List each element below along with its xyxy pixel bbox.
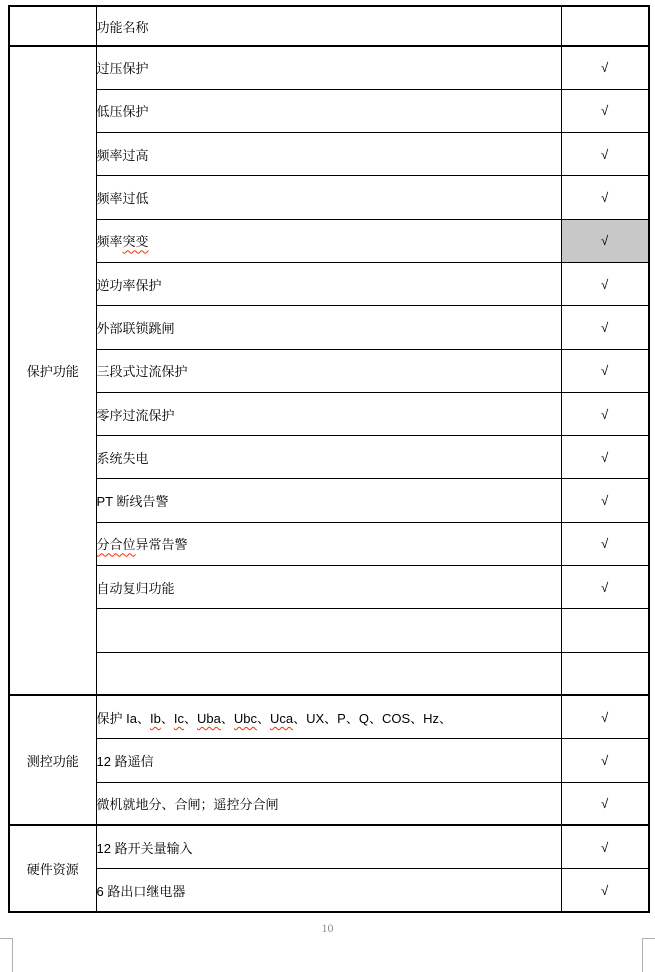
- function-text: 微机就地分、合闸；遥控分合闸: [96, 796, 279, 812]
- check-cell[interactable]: [561, 479, 649, 522]
- check-cell[interactable]: [561, 46, 649, 89]
- check-cell[interactable]: [561, 869, 649, 912]
- check-cell[interactable]: [561, 825, 649, 868]
- function-text: 异常告警: [135, 537, 188, 553]
- check-mark: √: [601, 839, 609, 855]
- function-text: 三段式过流保护: [96, 364, 188, 380]
- function-text: 外部联锁跳闸: [96, 320, 175, 336]
- table-row: [9, 479, 649, 522]
- function-table-body: [9, 6, 649, 912]
- function-text-misspelled: Ic: [173, 710, 184, 726]
- table-row: [9, 89, 649, 132]
- function-text-misspelled: Uca: [269, 710, 294, 726]
- function-cell[interactable]: [96, 133, 561, 176]
- table-row: [9, 825, 649, 868]
- check-mark: √: [601, 103, 609, 119]
- function-text: 保护 Ia、: [96, 710, 150, 726]
- function-text-misspelled: Ib: [149, 710, 161, 726]
- check-cell-highlighted[interactable]: [561, 219, 649, 262]
- function-name-header-label: 功能名称: [96, 19, 149, 35]
- check-cell[interactable]: [561, 652, 649, 695]
- check-mark: √: [601, 795, 609, 811]
- check-mark: √: [601, 449, 609, 465]
- function-text: 、: [160, 710, 174, 726]
- category-label-protection: 保护功能: [26, 364, 79, 380]
- function-cell[interactable]: [96, 782, 561, 825]
- table-row: [9, 219, 649, 262]
- check-mark: √: [601, 60, 609, 76]
- check-mark: √: [601, 493, 609, 509]
- function-text: 、: [220, 710, 234, 726]
- check-mark: √: [601, 536, 609, 552]
- table-row: [9, 695, 649, 738]
- next-page-margin-corner-left: [0, 938, 13, 972]
- function-text-misspelled: 突变: [122, 234, 149, 250]
- header-category-cell[interactable]: [9, 6, 96, 46]
- check-cell[interactable]: [561, 522, 649, 565]
- table-row: [9, 262, 649, 305]
- table-row: [9, 46, 649, 89]
- check-mark: √: [601, 146, 609, 162]
- table-row: [9, 349, 649, 392]
- header-row: [9, 6, 649, 46]
- table-row: [9, 392, 649, 435]
- check-mark: √: [601, 406, 609, 422]
- category-cell-protection[interactable]: [9, 46, 96, 695]
- function-cell[interactable]: [96, 392, 561, 435]
- function-text: 、: [256, 710, 270, 726]
- table-row: [9, 652, 649, 695]
- function-text-misspelled: 分合位: [96, 537, 136, 553]
- check-cell[interactable]: [561, 89, 649, 132]
- function-text: 频率过低: [96, 191, 149, 207]
- function-cell[interactable]: [96, 89, 561, 132]
- function-cell[interactable]: [96, 262, 561, 305]
- check-cell[interactable]: [561, 349, 649, 392]
- table-row: [9, 133, 649, 176]
- category-cell-measure-control[interactable]: [9, 695, 96, 825]
- check-cell[interactable]: [561, 566, 649, 609]
- check-cell[interactable]: [561, 609, 649, 652]
- table-row: [9, 739, 649, 782]
- check-cell[interactable]: [561, 695, 649, 738]
- function-cell[interactable]: [96, 609, 561, 652]
- table-row: [9, 609, 649, 652]
- function-cell[interactable]: [96, 219, 561, 262]
- function-text: 自动复归功能: [96, 580, 175, 596]
- check-cell[interactable]: [561, 392, 649, 435]
- table-row: [9, 869, 649, 912]
- check-mark: √: [601, 276, 609, 292]
- function-cell[interactable]: [96, 176, 561, 219]
- function-text: 过压保护: [96, 61, 149, 77]
- function-text: 频率过高: [96, 147, 149, 163]
- check-cell[interactable]: [561, 176, 649, 219]
- function-text: 低压保护: [96, 104, 149, 120]
- check-mark: √: [601, 319, 609, 335]
- function-text: 系统失电: [96, 450, 149, 466]
- check-mark: √: [601, 709, 609, 725]
- check-mark: √: [601, 233, 609, 249]
- header-function-name-cell[interactable]: [96, 6, 561, 46]
- function-cell[interactable]: [96, 46, 561, 89]
- check-mark: √: [601, 579, 609, 595]
- table-row: [9, 436, 649, 479]
- check-cell[interactable]: [561, 133, 649, 176]
- check-cell[interactable]: [561, 436, 649, 479]
- next-page-margin-corner-right: [642, 938, 655, 972]
- function-text: 、: [183, 710, 197, 726]
- check-mark: √: [601, 363, 609, 379]
- function-cell[interactable]: [96, 652, 561, 695]
- table-row: [9, 566, 649, 609]
- header-check-cell[interactable]: [561, 6, 649, 46]
- table-row: [9, 522, 649, 565]
- table-row: [9, 306, 649, 349]
- page-number: 10: [321, 921, 334, 935]
- function-feature-table: [8, 5, 650, 913]
- function-text-misspelled: Uba: [196, 710, 221, 726]
- check-mark: √: [601, 190, 609, 206]
- function-cell[interactable]: [96, 306, 561, 349]
- function-text: 12 路开关量输入: [96, 840, 193, 856]
- table-row: [9, 176, 649, 219]
- function-text: 12 路遥信: [96, 753, 154, 769]
- function-text: 、UX、P、Q、COS、Hz、: [293, 710, 453, 726]
- function-cell[interactable]: [96, 695, 561, 738]
- function-cell[interactable]: [96, 869, 561, 912]
- function-text: 6 路出口继电器: [96, 883, 186, 899]
- function-cell[interactable]: [96, 349, 561, 392]
- function-cell[interactable]: [96, 436, 561, 479]
- function-text: 频率: [96, 234, 123, 250]
- function-cell[interactable]: [96, 522, 561, 565]
- function-text: PT 断线告警: [96, 494, 169, 510]
- check-cell[interactable]: [561, 739, 649, 782]
- check-cell[interactable]: [561, 262, 649, 305]
- function-cell[interactable]: [96, 479, 561, 522]
- category-label-hardware-resources: 硬件资源: [26, 862, 79, 878]
- function-text: 零序过流保护: [96, 407, 175, 423]
- category-label-measure-control: 测控功能: [26, 753, 79, 769]
- check-cell[interactable]: [561, 782, 649, 825]
- function-text: 逆功率保护: [96, 277, 162, 293]
- function-cell[interactable]: [96, 825, 561, 868]
- function-text-misspelled: Ubc: [233, 710, 257, 726]
- check-cell[interactable]: [561, 306, 649, 349]
- function-cell[interactable]: [96, 566, 561, 609]
- check-mark: √: [601, 882, 609, 898]
- check-mark: √: [601, 752, 609, 768]
- table-row: [9, 782, 649, 825]
- category-cell-hardware-resources[interactable]: [9, 825, 96, 912]
- function-cell[interactable]: [96, 739, 561, 782]
